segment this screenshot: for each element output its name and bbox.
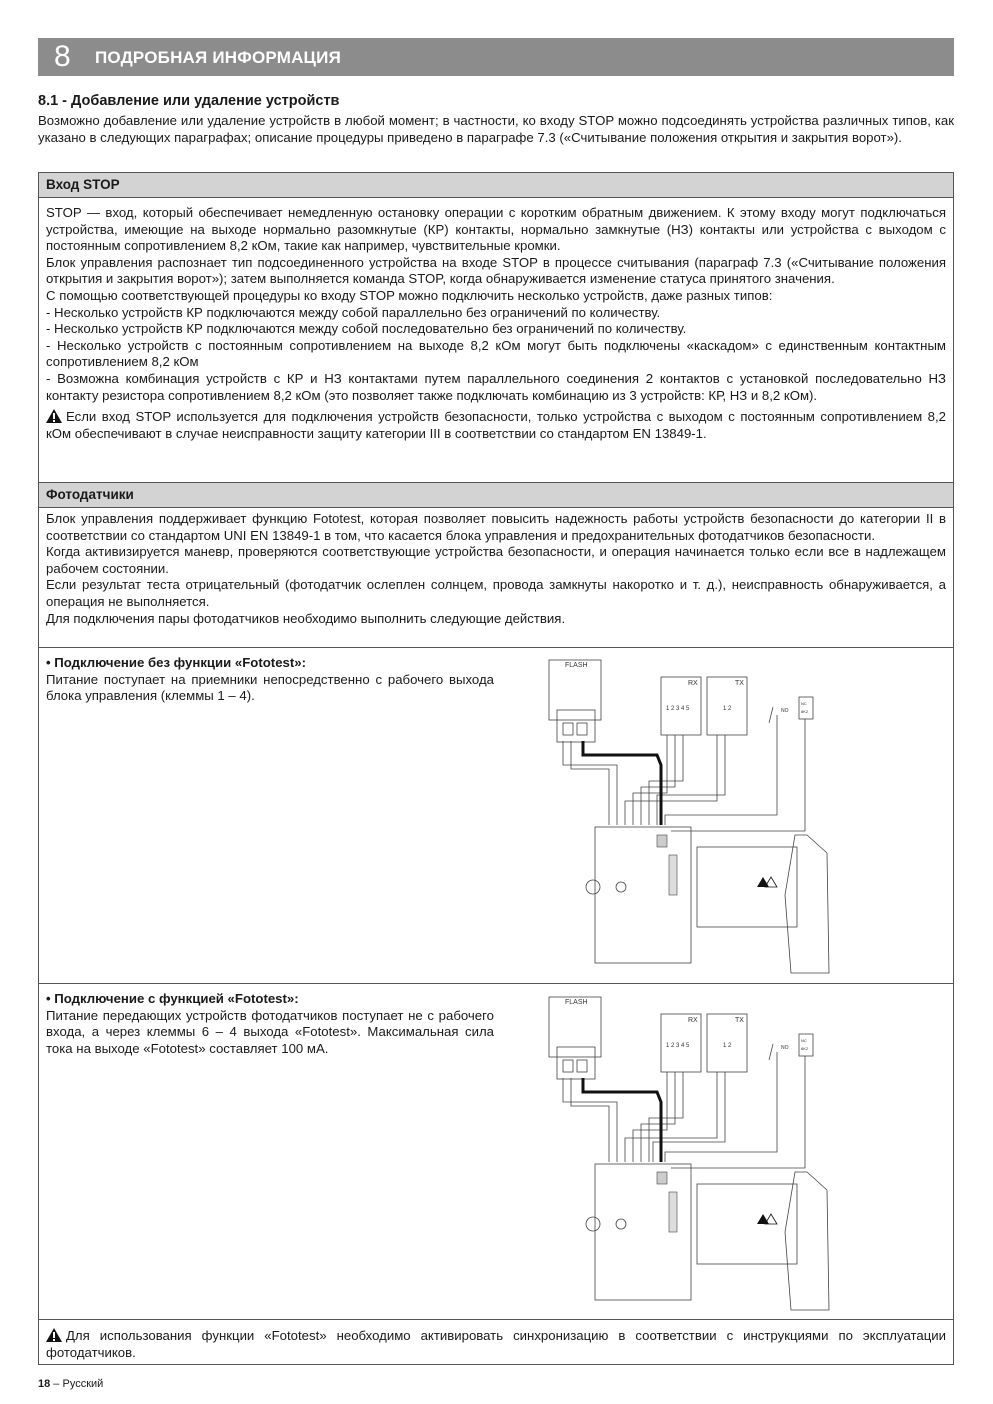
fototest-warning — [46, 1328, 946, 1361]
stop-band — [39, 172, 953, 198]
fototest-text — [46, 991, 494, 1057]
photo-p2: Когда активизируется маневр, проверяются соответствующие устройства безопасности, и операция начинается только если все в надлежащем рабочем состоянии. — [46, 544, 946, 576]
page-number: 18 — [38, 1378, 51, 1390]
stop-warning-text: Если вход STOP используется для подключения устройств безопасности, только устройства с выходом с постоянным сопротивлением 8,2 кОм обеспечивают в случае неисправности защиту категории III в соответствии со стандартом EN 13849-1. — [46, 409, 946, 441]
stop-warning — [46, 409, 946, 442]
nc-label: NC — [801, 701, 807, 706]
rx-terminals: 1 2 3 4 5 — [666, 706, 690, 712]
rx-label: RX — [688, 680, 698, 687]
stop-title: Вход STOP — [46, 177, 120, 192]
fototest-desc: Питание передающих устройств фотодатчиков поступает не с рабочего входа, а через клеммы 6 – 4 выхода «Fototest». Максимальная сила тока на выходе «Fototest» составляет 100 мА. — [46, 1007, 494, 1056]
no-fototest-text — [46, 655, 494, 705]
divider — [39, 983, 953, 984]
stop-bullet-2: - Несколько устройств КР подключаются между собой последовательно без ограничений по количеству. — [46, 321, 687, 337]
wiring-diagram-fototest — [537, 992, 837, 1317]
stop-text — [46, 205, 946, 442]
flash-label: FLASH — [565, 662, 588, 669]
photo-p3: Если результат теста отрицательный (фотодатчик ослеплен солнцем, провода замкнуты накоротко и т. д.), неисправность обнаруживается, а операция не выполняется. — [46, 577, 946, 609]
no-fototest-desc: Питание поступает на приемники непосредственно с рабочего выхода блока управления (клеммы 1 – 4). — [46, 671, 494, 704]
fototest-warning-text: Для использования функции «Fototest» необходимо активировать синхронизацию в соответствии с инструкциями по эксплуатации фотодатчиков. — [46, 1328, 946, 1360]
warning-icon — [46, 409, 62, 423]
tx-label: TX — [735, 680, 744, 687]
chapter-title: ПОДРОБНАЯ ИНФОРМАЦИЯ — [95, 48, 342, 67]
photo-p4: Для подключения пары фотодатчиков необходимо выполнить следующие действия. — [46, 610, 566, 626]
tx-terminals: 1 2 — [723, 1043, 732, 1049]
page-language: – Русский — [50, 1378, 104, 1390]
tx-label: TX — [735, 1017, 744, 1024]
warning-icon — [46, 1328, 62, 1342]
photo-title: Фотодатчики — [46, 487, 134, 502]
divider — [39, 647, 953, 648]
stop-p1: STOP — вход, который обеспечивает немедленную остановку операции с коротким обратным движением. К этому входу могут подключаться устройства, имеющие на выходе нормально разомкнутые (КР) контакты, нормально замкнутые (НЗ) контакты или устройства с выходом с постоянным сопротивлением 8,2 кОм, такие как например, чувствительные кромки. — [46, 205, 946, 254]
fototest-title: • Подключение с функцией «Fototest»: — [46, 991, 299, 1006]
rx-terminals: 1 2 3 4 5 — [666, 1043, 690, 1049]
stop-bullet-4: - Возможна комбинация устройств с КР и НЗ контактами путем параллельного соединения 2 контактов с установкой последовательно НЗ контакту резистора сопротивлением 8,2 кОм (это позволяет также подключать комбинацию из 3 устройств: КР, НЗ и 8,2 кОм). — [46, 370, 946, 403]
divider — [39, 1319, 953, 1320]
8k2-label: 8K2 — [801, 709, 809, 714]
tx-terminals: 1 2 — [723, 706, 732, 712]
photo-text — [46, 511, 946, 627]
photo-p1: Блок управления поддерживает функцию Fototest, которая позволяет повысить надежность работы устройств безопасности до категории II в соответствии со стандартом UNI EN 13849-1 в том, что касается блока управления и предохранительных фотодатчиков безопасности. — [46, 511, 946, 543]
stop-bullet-1: - Несколько устройств КР подключаются между собой параллельно без ограничений по количеству. — [46, 304, 661, 320]
stop-p2: Блок управления распознает тип подсоединенного устройства на входе STOP в процессе считывания (параграф 7.3 («Считывание положения открытия и закрытия ворот»); затем выполняется команда STOP, когда обнаруживается изменение статуса принятого значения. — [46, 254, 946, 287]
section-intro: Возможно добавление или удаление устройств в любой момент; в частности, ко входу STOP можно подсоединять устройства различных типов, как указано в следующих параграфах; описание процедуры приведено в параграфе 7.3 («Считывание положения открытия и закрытия ворот»). — [38, 113, 954, 145]
chapter-number: 8 — [54, 40, 71, 73]
8k2-label: 8K2 — [801, 1046, 809, 1051]
stop-p3: С помощью соответствующей процедуры ко входу STOP можно подключить несколько устройств, даже разных типов: — [46, 287, 773, 303]
no-label: NO — [781, 708, 789, 714]
rx-label: RX — [688, 1017, 698, 1024]
stop-bullet-3: - Несколько устройств с постоянным сопротивлением на выходе 8,2 кОм могут быть подключены «каскадом» с единственным контактным сопротивлением 8,2 кОм — [46, 337, 946, 370]
no-label: NO — [781, 1045, 789, 1051]
nc-label: NC — [801, 1038, 807, 1043]
wiring-diagram-no-fototest — [537, 655, 837, 980]
section-title: 8.1 - Добавление или удаление устройств — [38, 93, 340, 109]
no-fototest-title: • Подключение без функции «Fototest»: — [46, 655, 306, 670]
photo-band — [39, 482, 953, 508]
chapter-header — [38, 38, 954, 76]
page-footer — [38, 1378, 103, 1390]
flash-label: FLASH — [565, 999, 588, 1006]
